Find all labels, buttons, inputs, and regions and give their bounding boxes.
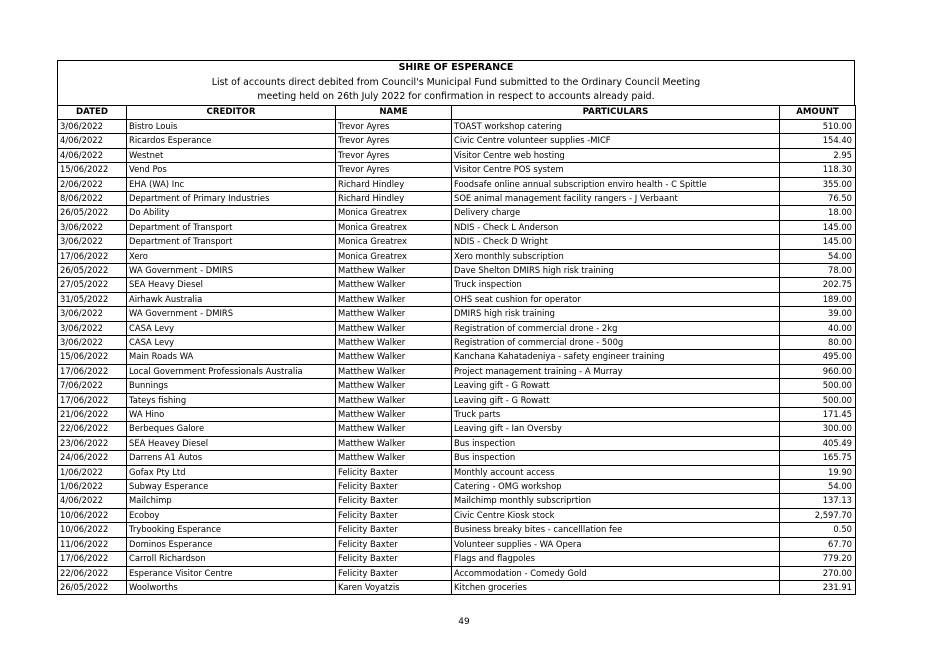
cell-particulars: Foodsafe online annual subscription enviro health - C Spittle <box>452 177 780 191</box>
cell-amount: 165.75 <box>780 451 856 465</box>
cell-particulars: Mailchimp monthly subscriprtion <box>452 494 780 508</box>
table-row <box>58 220 856 234</box>
cell-amount: 54.00 <box>780 249 856 263</box>
cell-name: Felicity Baxter <box>336 523 452 537</box>
column-header-name: NAME <box>336 105 452 119</box>
cell-particulars: Delivery charge <box>452 206 780 220</box>
cell-particulars: Bus inspection <box>452 436 780 450</box>
cell-amount: 960.00 <box>780 364 856 378</box>
cell-dated: 4/06/2022 <box>58 148 127 162</box>
cell-particulars: Accommodation - Comedy Gold <box>452 566 780 580</box>
table-row <box>58 422 856 436</box>
accounts-sheet <box>57 60 855 595</box>
cell-name: Felicity Baxter <box>336 494 452 508</box>
cell-dated: 3/06/2022 <box>58 119 127 133</box>
table-row <box>58 465 856 479</box>
cell-creditor: Do Ability <box>127 206 336 220</box>
cell-name: Felicity Baxter <box>336 566 452 580</box>
cell-dated: 7/06/2022 <box>58 379 127 393</box>
page-number: 49 <box>458 617 470 627</box>
cell-creditor: SEA Heavey Diesel <box>127 436 336 450</box>
cell-dated: 10/06/2022 <box>58 523 127 537</box>
cell-amount: 300.00 <box>780 422 856 436</box>
cell-dated: 4/06/2022 <box>58 494 127 508</box>
cell-amount: 154.40 <box>780 134 856 148</box>
cell-creditor: Subway Esperance <box>127 480 336 494</box>
cell-name: Matthew Walker <box>336 408 452 422</box>
cell-dated: 22/06/2022 <box>58 566 127 580</box>
cell-creditor: Tateys fishing <box>127 393 336 407</box>
cell-name: Matthew Walker <box>336 451 452 465</box>
cell-name: Trevor Ayres <box>336 134 452 148</box>
cell-amount: 19.90 <box>780 465 856 479</box>
cell-creditor: WA Government - DMIRS <box>127 263 336 277</box>
cell-particulars: Business breaky bites - cancelllation fee <box>452 523 780 537</box>
cell-name: Karen Voyatzis <box>336 580 452 594</box>
cell-dated: 17/06/2022 <box>58 552 127 566</box>
table-body <box>58 119 856 594</box>
cell-amount: 80.00 <box>780 336 856 350</box>
cell-creditor: Bistro Louis <box>127 119 336 133</box>
cell-amount: 145.00 <box>780 220 856 234</box>
cell-amount: 78.00 <box>780 263 856 277</box>
cell-particulars: Bus inspection <box>452 451 780 465</box>
cell-amount: 2.95 <box>780 148 856 162</box>
cell-amount: 779.20 <box>780 552 856 566</box>
cell-creditor: Mailchimp <box>127 494 336 508</box>
table-row <box>58 350 856 364</box>
cell-amount: 118.30 <box>780 163 856 177</box>
cell-amount: 39.00 <box>780 307 856 321</box>
cell-name: Monica Greatrex <box>336 249 452 263</box>
cell-dated: 26/05/2022 <box>58 206 127 220</box>
cell-name: Matthew Walker <box>336 307 452 321</box>
cell-creditor: SEA Heavy Diesel <box>127 278 336 292</box>
table-row <box>58 537 856 551</box>
cell-dated: 1/06/2022 <box>58 480 127 494</box>
cell-name: Monica Greatrex <box>336 235 452 249</box>
cell-name: Matthew Walker <box>336 379 452 393</box>
table-row <box>58 263 856 277</box>
cell-particulars: TOAST workshop catering <box>452 119 780 133</box>
cell-dated: 3/06/2022 <box>58 307 127 321</box>
cell-creditor: Bunnings <box>127 379 336 393</box>
table-row <box>58 480 856 494</box>
cell-particulars: Registration of commercial drone - 2kg <box>452 321 780 335</box>
cell-dated: 17/06/2022 <box>58 249 127 263</box>
cell-dated: 21/06/2022 <box>58 408 127 422</box>
table-row <box>58 336 856 350</box>
table-row <box>58 177 856 191</box>
cell-amount: 495.00 <box>780 350 856 364</box>
cell-dated: 23/06/2022 <box>58 436 127 450</box>
table-header-row <box>58 105 856 119</box>
cell-creditor: WA Hino <box>127 408 336 422</box>
cell-creditor: Main Roads WA <box>127 350 336 364</box>
cell-dated: 17/06/2022 <box>58 364 127 378</box>
table-row <box>58 379 856 393</box>
cell-amount: 270.00 <box>780 566 856 580</box>
cell-particulars: Xero monthly subscription <box>452 249 780 263</box>
report-header <box>57 60 855 105</box>
cell-amount: 40.00 <box>780 321 856 335</box>
cell-amount: 137.13 <box>780 494 856 508</box>
table-row <box>58 163 856 177</box>
cell-dated: 15/06/2022 <box>58 163 127 177</box>
cell-creditor: Carroll Richardson <box>127 552 336 566</box>
table-row <box>58 249 856 263</box>
cell-amount: 500.00 <box>780 393 856 407</box>
cell-particulars: Volunteer supplies - WA Opera <box>452 537 780 551</box>
cell-dated: 22/06/2022 <box>58 422 127 436</box>
table-row <box>58 408 856 422</box>
cell-dated: 3/06/2022 <box>58 220 127 234</box>
cell-particulars: Truck inspection <box>452 278 780 292</box>
table-row <box>58 494 856 508</box>
cell-dated: 3/06/2022 <box>58 321 127 335</box>
cell-particulars: Dave Shelton DMIRS high risk training <box>452 263 780 277</box>
column-header-amount: AMOUNT <box>780 105 856 119</box>
table-row <box>58 191 856 205</box>
cell-particulars: Project management training - A Murray <box>452 364 780 378</box>
cell-creditor: EHA (WA) Inc <box>127 177 336 191</box>
cell-name: Felicity Baxter <box>336 480 452 494</box>
report-title: SHIRE OF ESPERANCE <box>398 62 514 73</box>
accounts-table <box>57 105 856 596</box>
cell-name: Matthew Walker <box>336 321 452 335</box>
table-row <box>58 134 856 148</box>
cell-creditor: Westnet <box>127 148 336 162</box>
cell-creditor: Trybooking Esperance <box>127 523 336 537</box>
cell-amount: 405.49 <box>780 436 856 450</box>
cell-particulars: Visitor Centre web hosting <box>452 148 780 162</box>
table-row <box>58 206 856 220</box>
cell-dated: 4/06/2022 <box>58 134 127 148</box>
cell-creditor: Dominos Esperance <box>127 537 336 551</box>
cell-amount: 231.91 <box>780 580 856 594</box>
cell-creditor: Ricardos Esperance <box>127 134 336 148</box>
cell-name: Matthew Walker <box>336 422 452 436</box>
cell-name: Matthew Walker <box>336 263 452 277</box>
cell-amount: 500.00 <box>780 379 856 393</box>
cell-amount: 145.00 <box>780 235 856 249</box>
table-row <box>58 436 856 450</box>
cell-amount: 202.75 <box>780 278 856 292</box>
cell-dated: 17/06/2022 <box>58 393 127 407</box>
cell-particulars: Registration of commercial drone - 500g <box>452 336 780 350</box>
table-row <box>58 321 856 335</box>
cell-particulars: Flags and flagpoles <box>452 552 780 566</box>
cell-particulars: SOE animal management facility rangers - J Verbaant <box>452 191 780 205</box>
cell-name: Matthew Walker <box>336 292 452 306</box>
table-row <box>58 235 856 249</box>
cell-name: Trevor Ayres <box>336 119 452 133</box>
cell-dated: 24/06/2022 <box>58 451 127 465</box>
cell-amount: 67.70 <box>780 537 856 551</box>
cell-creditor: Airhawk Australia <box>127 292 336 306</box>
cell-dated: 8/06/2022 <box>58 191 127 205</box>
cell-creditor: Esperance Visitor Centre <box>127 566 336 580</box>
cell-dated: 2/06/2022 <box>58 177 127 191</box>
table-row <box>58 451 856 465</box>
cell-particulars: Leaving gift - G Rowatt <box>452 379 780 393</box>
cell-particulars: Kitchen groceries <box>452 580 780 594</box>
cell-dated: 1/06/2022 <box>58 465 127 479</box>
cell-particulars: Catering - OMG workshop <box>452 480 780 494</box>
table-row <box>58 393 856 407</box>
cell-creditor: Department of Transport <box>127 235 336 249</box>
cell-name: Felicity Baxter <box>336 552 452 566</box>
cell-dated: 10/06/2022 <box>58 508 127 522</box>
column-header-creditor: CREDITOR <box>127 105 336 119</box>
cell-particulars: NDIS - Check D Wright <box>452 235 780 249</box>
cell-name: Matthew Walker <box>336 393 452 407</box>
report-subtitle-line-2: meeting held on 26th July 2022 for confirmation in respect to accounts already paid. <box>257 91 655 102</box>
cell-particulars: OHS seat cushion for operator <box>452 292 780 306</box>
cell-dated: 3/06/2022 <box>58 235 127 249</box>
cell-name: Trevor Ayres <box>336 148 452 162</box>
cell-creditor: Xero <box>127 249 336 263</box>
cell-dated: 31/05/2022 <box>58 292 127 306</box>
cell-name: Felicity Baxter <box>336 465 452 479</box>
table-row <box>58 364 856 378</box>
cell-particulars: Truck parts <box>452 408 780 422</box>
cell-particulars: NDIS - Check L Anderson <box>452 220 780 234</box>
cell-creditor: Berbeques Galore <box>127 422 336 436</box>
cell-creditor: Vend Pos <box>127 163 336 177</box>
cell-particulars: Visitor Centre POS system <box>452 163 780 177</box>
cell-creditor: Darrens A1 Autos <box>127 451 336 465</box>
cell-particulars: Civic Centre Kiosk stock <box>452 508 780 522</box>
cell-creditor: CASA Levy <box>127 321 336 335</box>
column-header-dated: DATED <box>58 105 127 119</box>
cell-name: Matthew Walker <box>336 436 452 450</box>
cell-name: Richard Hindley <box>336 191 452 205</box>
cell-dated: 26/05/2022 <box>58 580 127 594</box>
cell-particulars: Kanchana Kahatadeniya - safety engineer training <box>452 350 780 364</box>
table-row <box>58 119 856 133</box>
table-row <box>58 307 856 321</box>
cell-name: Monica Greatrex <box>336 220 452 234</box>
cell-name: Matthew Walker <box>336 278 452 292</box>
cell-name: Richard Hindley <box>336 177 452 191</box>
table-row <box>58 523 856 537</box>
cell-particulars: Leaving gift - Ian Oversby <box>452 422 780 436</box>
cell-name: Monica Greatrex <box>336 206 452 220</box>
cell-creditor: Department of Primary Industries <box>127 191 336 205</box>
column-header-particulars: PARTICULARS <box>452 105 780 119</box>
table-row <box>58 508 856 522</box>
cell-name: Matthew Walker <box>336 336 452 350</box>
cell-dated: 15/06/2022 <box>58 350 127 364</box>
cell-name: Felicity Baxter <box>336 508 452 522</box>
cell-amount: 18.00 <box>780 206 856 220</box>
cell-creditor: Ecoboy <box>127 508 336 522</box>
cell-amount: 189.00 <box>780 292 856 306</box>
cell-amount: 171.45 <box>780 408 856 422</box>
cell-dated: 3/06/2022 <box>58 336 127 350</box>
table-row <box>58 566 856 580</box>
cell-creditor: Department of Transport <box>127 220 336 234</box>
cell-amount: 76.50 <box>780 191 856 205</box>
table-row <box>58 278 856 292</box>
cell-particulars: Civic Centre volunteer supplies -MICF <box>452 134 780 148</box>
cell-name: Matthew Walker <box>336 350 452 364</box>
cell-dated: 11/06/2022 <box>58 537 127 551</box>
cell-amount: 355.00 <box>780 177 856 191</box>
cell-name: Felicity Baxter <box>336 537 452 551</box>
cell-name: Matthew Walker <box>336 364 452 378</box>
table-row <box>58 580 856 594</box>
cell-amount: 54.00 <box>780 480 856 494</box>
cell-creditor: Woolworths <box>127 580 336 594</box>
cell-amount: 510.00 <box>780 119 856 133</box>
cell-creditor: Gofax Pty Ltd <box>127 465 336 479</box>
cell-dated: 26/05/2022 <box>58 263 127 277</box>
cell-creditor: WA Government - DMIRS <box>127 307 336 321</box>
cell-particulars: DMIRS high risk training <box>452 307 780 321</box>
cell-creditor: Local Government Professionals Australia <box>127 364 336 378</box>
table-row <box>58 292 856 306</box>
report-subtitle-line-1: List of accounts direct debited from Council's Municipal Fund submitted to the Ordinary Council Meeting <box>211 76 701 88</box>
cell-amount: 0.50 <box>780 523 856 537</box>
table-row <box>58 552 856 566</box>
cell-creditor: CASA Levy <box>127 336 336 350</box>
cell-particulars: Leaving gift - G Rowatt <box>452 393 780 407</box>
table-row <box>58 148 856 162</box>
cell-particulars: Monthly account access <box>452 465 780 479</box>
cell-name: Trevor Ayres <box>336 163 452 177</box>
cell-amount: 2,597.70 <box>780 508 856 522</box>
cell-dated: 27/05/2022 <box>58 278 127 292</box>
